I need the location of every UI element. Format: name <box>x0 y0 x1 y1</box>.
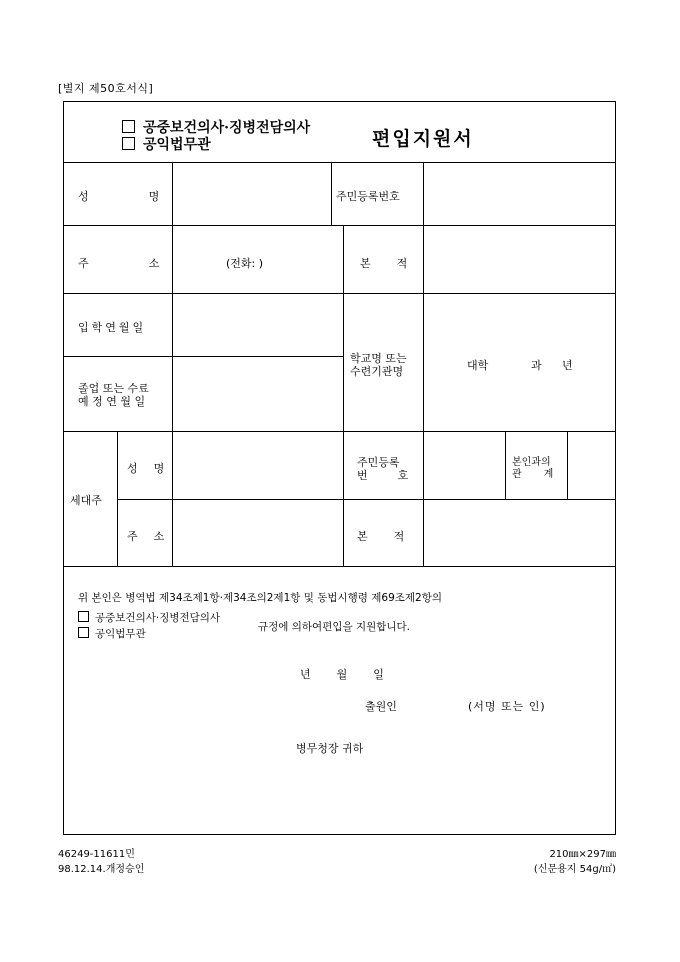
relation-label-2: 관 계 <box>512 469 554 480</box>
footer-paper: (신문용지 54g/㎡) <box>533 864 616 875</box>
school-label-2: 수련기관명 <box>350 365 404 378</box>
footer-code: 46249-11611민 <box>58 849 135 860</box>
household-address-label: 주 소 <box>127 530 165 543</box>
statement-line-2: 규정에 의하여편입을 지원합니다. <box>258 621 411 633</box>
domicile-label: 본 적 <box>360 257 408 270</box>
relation-label-1: 본인과의 <box>512 457 551 468</box>
grad-date-label-1: 졸업 또는 수료 <box>78 382 149 395</box>
grad-date-label-2: 예 정 연 월 일 <box>78 395 146 408</box>
checkbox-icon[interactable] <box>122 120 135 133</box>
household-domicile-label: 본 적 <box>357 530 405 543</box>
school-label-1: 학교명 또는 <box>350 352 407 365</box>
household-name-label: 성 명 <box>127 462 165 475</box>
univ-label: 대학 <box>467 359 489 372</box>
resident-no-input[interactable] <box>424 163 615 224</box>
phone-label[interactable]: (전화: ) <box>226 257 264 270</box>
statement-line-1: 위 본인은 병역법 제34조제1항·제34조의2제1항 및 동법시행령 제69조제2항의 <box>78 592 443 604</box>
domicile-input[interactable] <box>424 226 615 292</box>
address-label: 주 소 <box>78 257 160 270</box>
household-resident-label-2: 번 호 <box>357 469 409 482</box>
household-resident-input[interactable] <box>424 432 504 498</box>
checkbox-icon[interactable] <box>122 137 135 150</box>
grad-date-input[interactable] <box>173 357 342 430</box>
footer-size: 210㎜×297㎜ <box>549 849 616 860</box>
title-option-1[interactable]: 공중보건의사·징병전담의사 <box>122 117 310 137</box>
household-domicile-input[interactable] <box>424 500 615 565</box>
resident-no-label: 주민등록번호 <box>336 190 400 203</box>
form-title: 편입지원서 <box>372 128 474 150</box>
checkbox-icon[interactable] <box>78 627 89 638</box>
title-option-2[interactable]: 공익법무관 <box>122 134 211 154</box>
year-label: 년 <box>562 359 573 372</box>
enroll-date-label: 입학연월일 <box>78 321 147 334</box>
recipient-label: 병무청장 귀하 <box>296 742 364 755</box>
name-label: 성 명 <box>78 190 160 203</box>
statement-option-2[interactable]: 공익법무관 <box>78 626 146 641</box>
household-name-input[interactable] <box>173 432 342 498</box>
form-id: [별지 제50호서식] <box>58 82 154 95</box>
footer-approval: 98.12.14.개정승인 <box>58 864 145 875</box>
name-input[interactable] <box>173 163 330 224</box>
dept-label: 과 <box>531 359 542 372</box>
statement-option-1[interactable]: 공중보건의사·징병전담의사 <box>78 610 220 625</box>
applicant-label: 출원인 <box>365 700 397 713</box>
household-address-input[interactable] <box>173 500 342 565</box>
sign-label[interactable]: (서명 또는 인) <box>468 700 546 713</box>
household-label: 세대주 <box>70 494 102 507</box>
relation-input[interactable] <box>568 432 615 498</box>
date-line[interactable]: 년 월 일 <box>300 668 384 681</box>
household-resident-label-1: 주민등록 <box>357 456 400 469</box>
enroll-date-input[interactable] <box>173 294 342 355</box>
checkbox-icon[interactable] <box>78 611 89 622</box>
